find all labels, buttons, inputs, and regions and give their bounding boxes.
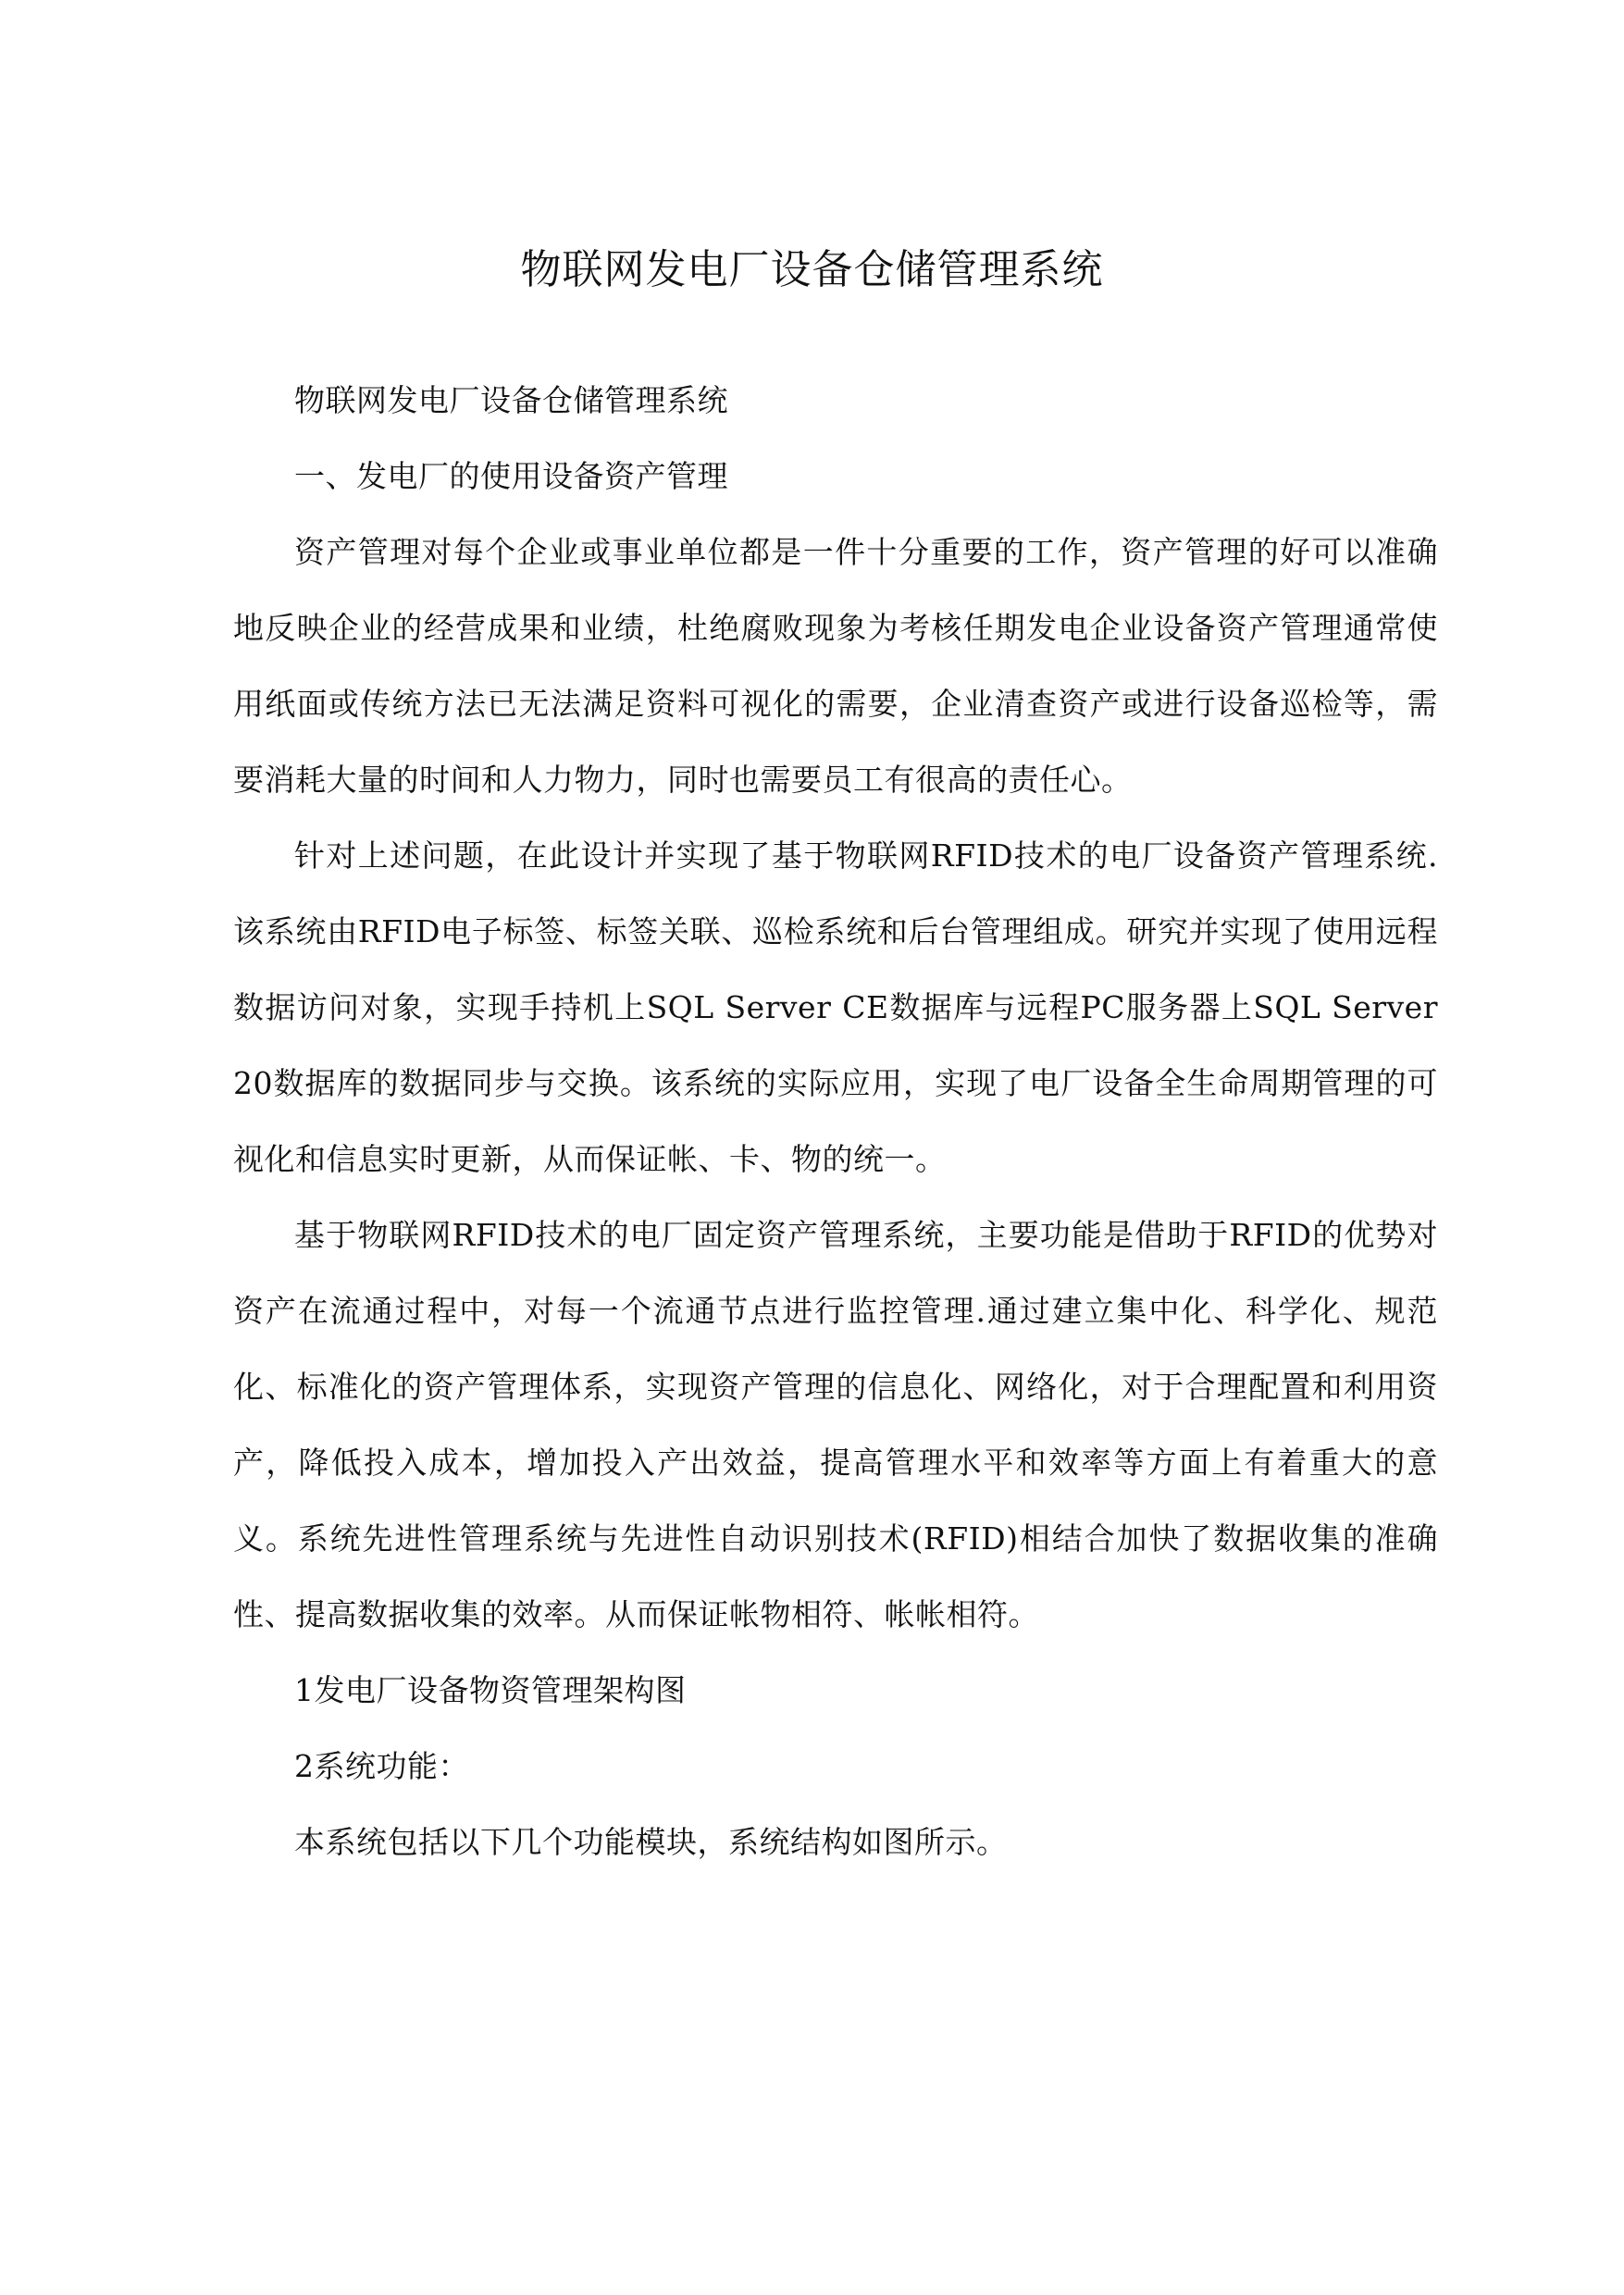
section-heading-architecture: 1发电厂设备物资管理架构图 [294, 1672, 687, 1708]
body-paragraph: 基于物联网RFID技术的电厂固定资产管理系统，主要功能是借助于RFID的优势对资产在流通过程中，对每一个流通节点进行监控管理.通过建立集中化、科学化、规范化、标准化的资产管理体系，实现资产管理的信息化、网络化，对于合理配置和利用资产，降低投入成本，增加投入产出效益，提高管理水平和效率等方面上有着重大的意义。系统先进性管理系统与先进性自动识别技术(RFID)相结合加快了数据收集的准确性、提高数据收集的效率。从而保证帐物相符、帐帐相符。 [233, 1217, 1438, 1632]
section-heading-asset-management: 一、发电厂的使用设备资产管理 [294, 458, 728, 494]
document-body [233, 363, 1438, 1880]
body-paragraph: 本系统包括以下几个功能模块，系统结构如图所示。 [294, 1824, 1008, 1860]
subtitle-paragraph: 物联网发电厂设备仓储管理系统 [294, 382, 728, 418]
body-paragraph: 针对上述问题，在此设计并实现了基于物联网RFID技术的电厂设备资产管理系统.该系统由RFID电子标签、标签关联、巡检系统和后台管理组成。研究并实现了使用远程数据访问对象，实现手持机上SQL Server CE数据库与远程PC服务器上SQL Server 20数据库的数据同步与交换。该系统的实际应用，实现了电厂设备全生命周期管理的可视化和信息实时更新，从而保证帐、卡、物的统一。 [233, 837, 1438, 1177]
body-paragraph: 资产管理对每个企业或事业单位都是一件十分重要的工作，资产管理的好可以准确地反映企业的经营成果和业绩，杜绝腐败现象为考核任期发电企业设备资产管理通常使用纸面或传统方法已无法满足资料可视化的需要，企业清查资产或进行设备巡检等，需要消耗大量的时间和人力物力，同时也需要员工有很高的责任心。 [233, 534, 1438, 798]
section-heading-system-functions: 2系统功能： [294, 1748, 469, 1784]
document-title: 物联网发电厂设备仓储管理系统 [520, 246, 1104, 293]
